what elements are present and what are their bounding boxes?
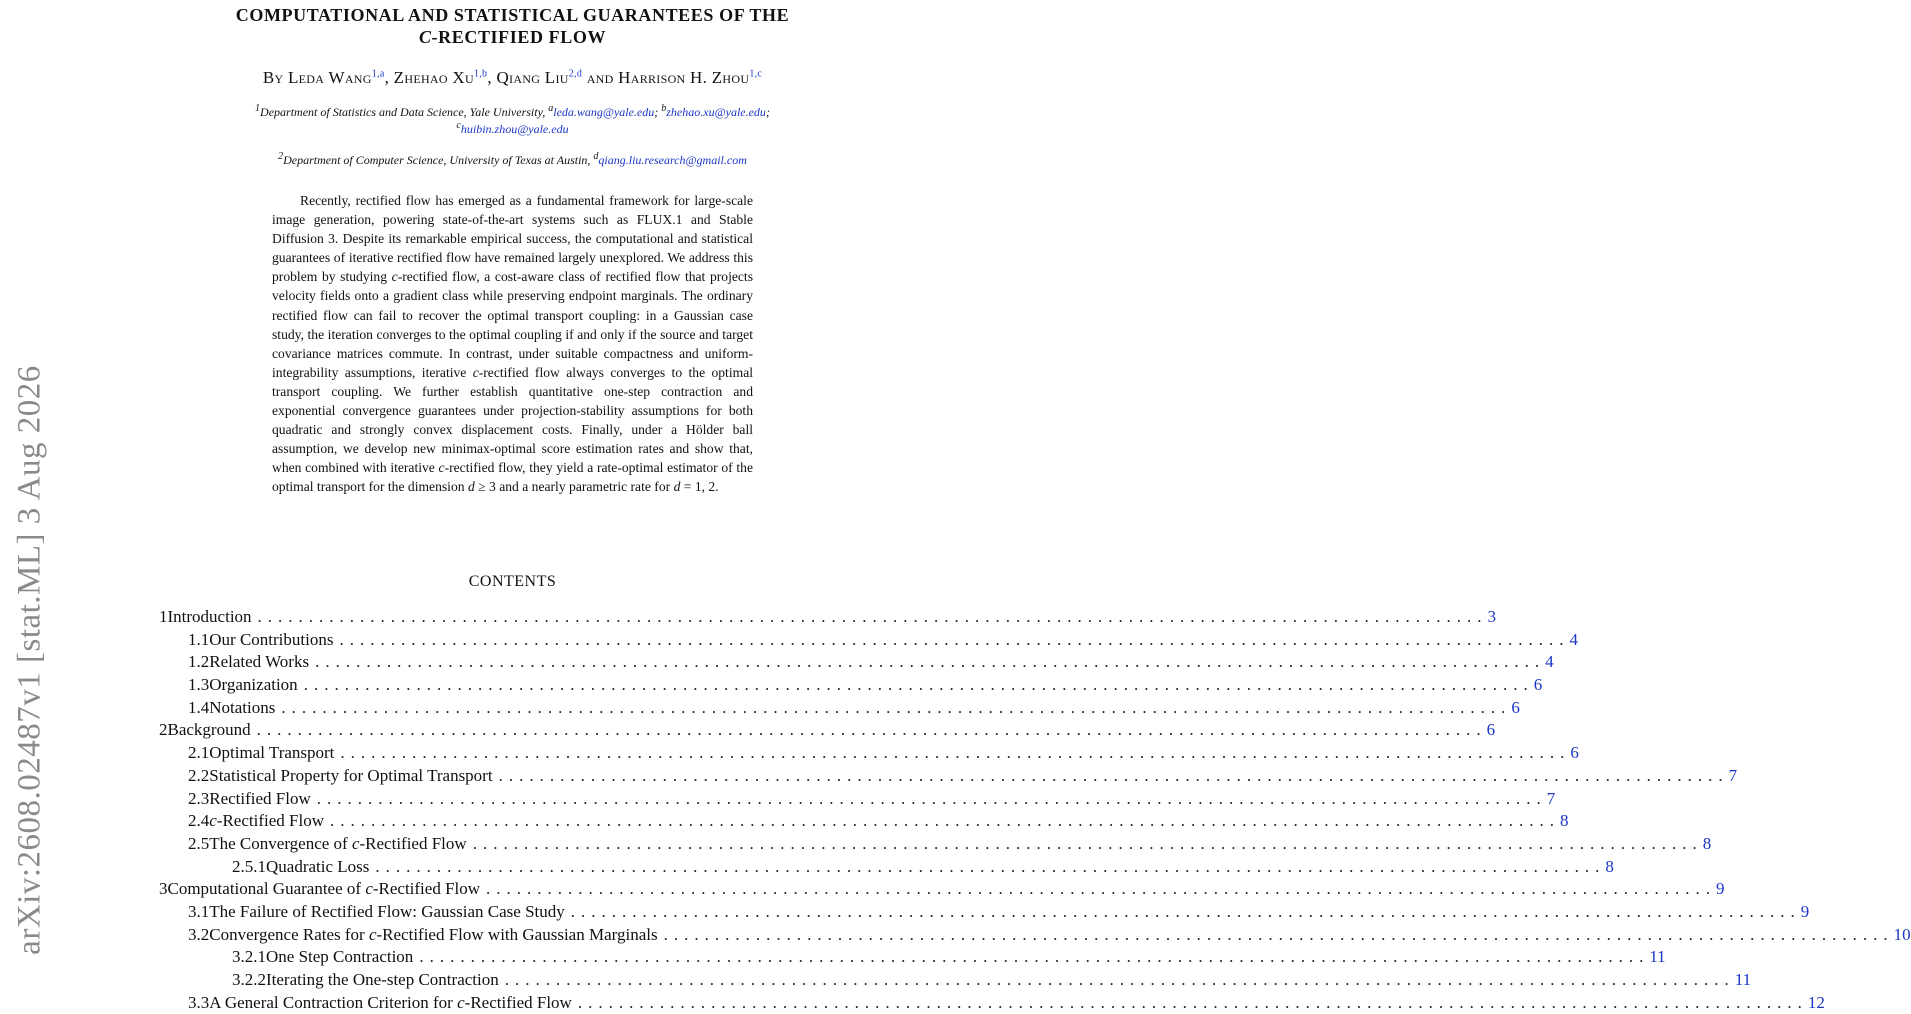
author-name: Harrison H. Zhou [618,68,750,87]
contents-heading: CONTENTS [468,573,557,590]
toc-entry-title[interactable]: Organization [209,675,298,695]
toc-entry-title[interactable]: The Failure of Rectified Flow: Gaussian Case Study [209,901,565,921]
email-d-marker: d [593,151,599,162]
toc-page-link[interactable]: 6 [1511,697,1520,717]
toc-page-link[interactable]: 4 [1545,652,1554,672]
toc-entry[interactable] [155,969,1752,992]
toc-entry-number: 3.1 [188,901,210,921]
toc-leader-dots: ........................................................................................................................ [570,901,1801,921]
toc-entry[interactable] [155,674,1543,697]
toc-entry[interactable] [155,856,1614,879]
toc-entry-number: 3.2 [188,924,210,944]
toc-page-link[interactable]: 7 [1546,788,1556,808]
toc-entry-title[interactable]: c-Rectified Flow [209,811,324,831]
toc-entry-title[interactable]: Rectified Flow [209,788,311,808]
affiliation-2-text: Department of Computer Science, University of Texas at Austin, [283,153,594,167]
toc-entry[interactable] [155,788,1556,811]
toc-entry-number: 3.2.2 [232,970,266,989]
toc-entry-number: 2.4 [188,811,210,831]
toc-entry[interactable] [155,742,1579,765]
toc-page-link[interactable]: 12 [1807,992,1825,1012]
toc-entry[interactable] [155,629,1578,652]
toc-entry[interactable] [155,719,1496,742]
toc-entry-title[interactable]: One Step Contraction [266,947,414,967]
toc-leader-dots: ........................................................................................................................ [577,992,1808,1012]
author-separator: , [384,68,394,87]
author-name: Zhehao Xu [393,68,474,87]
toc-entry[interactable] [155,901,1810,924]
affiliation-2 [160,152,865,169]
author-affiliation-marker[interactable]: 1,a [371,68,385,80]
toc-entry[interactable] [155,765,1738,788]
toc-entry-number: 1 [159,607,168,626]
arxiv-identifier-stamp [0,0,60,1000]
toc-page-link[interactable]: 11 [1734,970,1752,989]
toc-entry-title[interactable]: Background [167,720,251,740]
author-affiliation-marker[interactable]: 1,b [473,68,488,80]
toc-page-link[interactable]: 6 [1533,675,1543,695]
toc-leader-dots: ........................................................................................................................ [498,765,1729,785]
toc-entry-title[interactable]: Optimal Transport [209,743,335,763]
toc-leader-dots: ........................................................................................................................ [419,947,1650,967]
toc-leader-dots: ........................................................................................................................ [281,697,1512,717]
author-name: Qiang Liu [496,68,569,87]
abstract [272,191,753,497]
toc-page-link[interactable]: 6 [1486,720,1496,740]
toc-entry[interactable] [155,697,1520,720]
toc-leader-dots: ........................................................................................................................ [339,629,1570,649]
toc-entry-number: 2.5.1 [232,856,266,876]
toc-leader-dots: ........................................................................................................................ [257,607,1488,626]
author-affiliation-marker[interactable]: 1,c [749,68,763,80]
toc-entry[interactable] [155,924,1911,947]
title-italic-c: C [418,27,432,47]
email-link-d[interactable]: qiang.liu.research@gmail.com [598,153,747,167]
email-link-c[interactable]: huibin.zhou@yale.edu [460,122,569,136]
toc-page-link[interactable]: 8 [1559,811,1569,831]
abstract-text: Recently, rectified flow has emerged as a fundamental framework for large-scale image generation, powering state-of-the-art systems such as FLUX.1 and Stable Diffusion 3. Despite its remarkable empirical success, the computational and statistical guarantees of iterative rectified flow have remained largely unexplored. We address this problem by studying c-rectified flow, a cost-aware class of rectified flow that projects velocity fields onto a gradient class while preserving endpoint marginals. The ordinary rectified flow can fail to recover the optimal transport coupling: in a Gaussian case study, the iteration converges to the optimal coupling if and only if the source and target covariance matrices commute. In contrast, under suitable compactness and uniform-integrability assumptions, iterative c-rectified flow always converges to the optimal transport coupling. We further establish quantitative one-step contraction and exponential convergence guarantees under projection-stability assumptions for both quadratic and strongly convex displacement costs. Finally, under a Hölder ball assumption, we develop new minimax-optimal score estimation rates and show that, when combined with iterative c-rectified flow, they yield a rate-optimal estimator of the optimal transport for the dimension d ≥ 3 and a nearly parametric rate for d = 1, 2. [272,193,753,495]
toc-page-link[interactable]: 11 [1649,947,1666,967]
toc-entry-number: 3.3 [188,992,210,1012]
toc-entry-number: 1.2 [188,652,210,672]
paper-title-line-2 [160,26,865,48]
toc-leader-dots: ........................................................................................................................ [340,743,1571,763]
toc-entry-number: 2.2 [188,765,210,785]
toc-entry[interactable] [155,651,1554,674]
toc-entry-number: 2 [159,720,168,740]
affiliation-2-marker: 2 [278,151,284,162]
author-name: Leda Wang [287,68,372,87]
toc-leader-dots: ........................................................................................................................ [504,970,1735,989]
email-a-marker: a [548,103,554,114]
toc-entry-number: 3.2.1 [232,947,266,967]
author-separator: and [582,68,619,87]
toc-leader-dots: ........................................................................................................................ [375,856,1606,876]
toc-page-link[interactable]: 4 [1569,629,1578,649]
toc-entry-title[interactable]: Quadratic Loss [266,856,370,876]
toc-page-link[interactable]: 9 [1716,879,1725,899]
toc-entry-number: 2.1 [188,743,210,763]
toc-entry[interactable] [155,833,1712,856]
email-link-a[interactable]: leda.wang@yale.edu [553,105,655,119]
toc-entry-title[interactable]: A General Contraction Criterion for c-Rectified Flow [209,992,572,1012]
toc-entry-title[interactable]: Introduction [167,607,252,626]
toc-entry[interactable] [155,878,1725,901]
toc-leader-dots: ........................................................................................................................ [472,833,1703,853]
affiliation-1-text: Department of Statistics and Data Science, Yale University, [260,105,549,119]
arxiv-identifier-text: arXiv:2608.02487v1 [stat.ML] 3 Aug 2026 [11,365,48,955]
paper-title-line-1: COMPUTATIONAL AND STATISTICAL GUARANTEES OF THE [235,5,790,25]
toc-page-link[interactable]: 10 [1893,924,1911,944]
toc-leader-dots: ........................................................................................................................ [315,652,1546,672]
toc-entry-number: 3 [159,879,168,899]
toc-entry-title[interactable]: Iterating the One-step Contraction [266,970,499,989]
title-line-2-rest: -RECTIFIED FLOW [431,27,607,47]
toc-entry-number: 1.4 [188,697,210,717]
toc-entry-title[interactable]: Convergence Rates for c-Rectified Flow with Gaussian Marginals [209,924,658,944]
author-affiliation-marker[interactable]: 2,d [568,68,583,80]
affiliation-1: $^1$Department of Statistics and Data Science, Yale University, $^a$leda.wang@yale.edu; $^b$zhehao.xu@yale.edu; [255,103,770,119]
toc-leader-dots: ........................................................................................................................ [486,879,1717,899]
toc-leader-dots: ........................................................................................................................ [256,720,1487,740]
email-link-b[interactable]: zhehao.xu@yale.edu [666,105,766,119]
toc-entry-title[interactable]: The Convergence of c-Rectified Flow [209,833,467,853]
toc-entry-number: 2.5 [188,833,210,853]
toc-entry-number: 1.3 [188,675,210,695]
author-list [160,68,865,88]
email-b-marker: b [661,103,667,114]
toc-entry[interactable] [155,810,1569,833]
email-c-marker: c [456,120,461,131]
author-by: By [262,68,284,87]
toc-entry-number: 1.1 [188,629,210,649]
toc-page-link[interactable]: 9 [1800,901,1810,921]
affiliation-1-marker: 1 [255,103,261,114]
toc-entry-title[interactable]: Notations [209,697,276,717]
toc-leader-dots: ........................................................................................................................ [663,924,1894,944]
toc-entry[interactable] [155,992,1825,1014]
toc-page-link[interactable]: 7 [1728,765,1738,785]
author-separator: , [487,68,497,87]
toc-page-link[interactable]: 3 [1487,607,1497,626]
toc-page-link[interactable]: 6 [1570,743,1579,763]
toc-leader-dots: ........................................................................................................................ [329,811,1560,831]
toc-entry-title[interactable]: Related Works [209,652,310,672]
toc-entry-title[interactable]: Our Contributions [209,629,334,649]
toc-leader-dots: ........................................................................................................................ [316,788,1547,808]
toc-entry[interactable] [155,946,1666,969]
toc-leader-dots: ........................................................................................................................ [303,675,1534,695]
affiliation-1-continued [160,121,865,138]
toc-entry-title[interactable]: Statistical Property for Optimal Transport [209,765,493,785]
toc-entry-title[interactable]: Computational Guarantee of c-Rectified Flow [167,879,481,899]
toc-page-link[interactable]: 8 [1605,856,1614,876]
table-of-contents [155,606,1911,1014]
toc-entry-number: 2.3 [188,788,210,808]
toc-page-link[interactable]: 8 [1702,833,1712,853]
toc-entry[interactable] [155,606,1497,629]
